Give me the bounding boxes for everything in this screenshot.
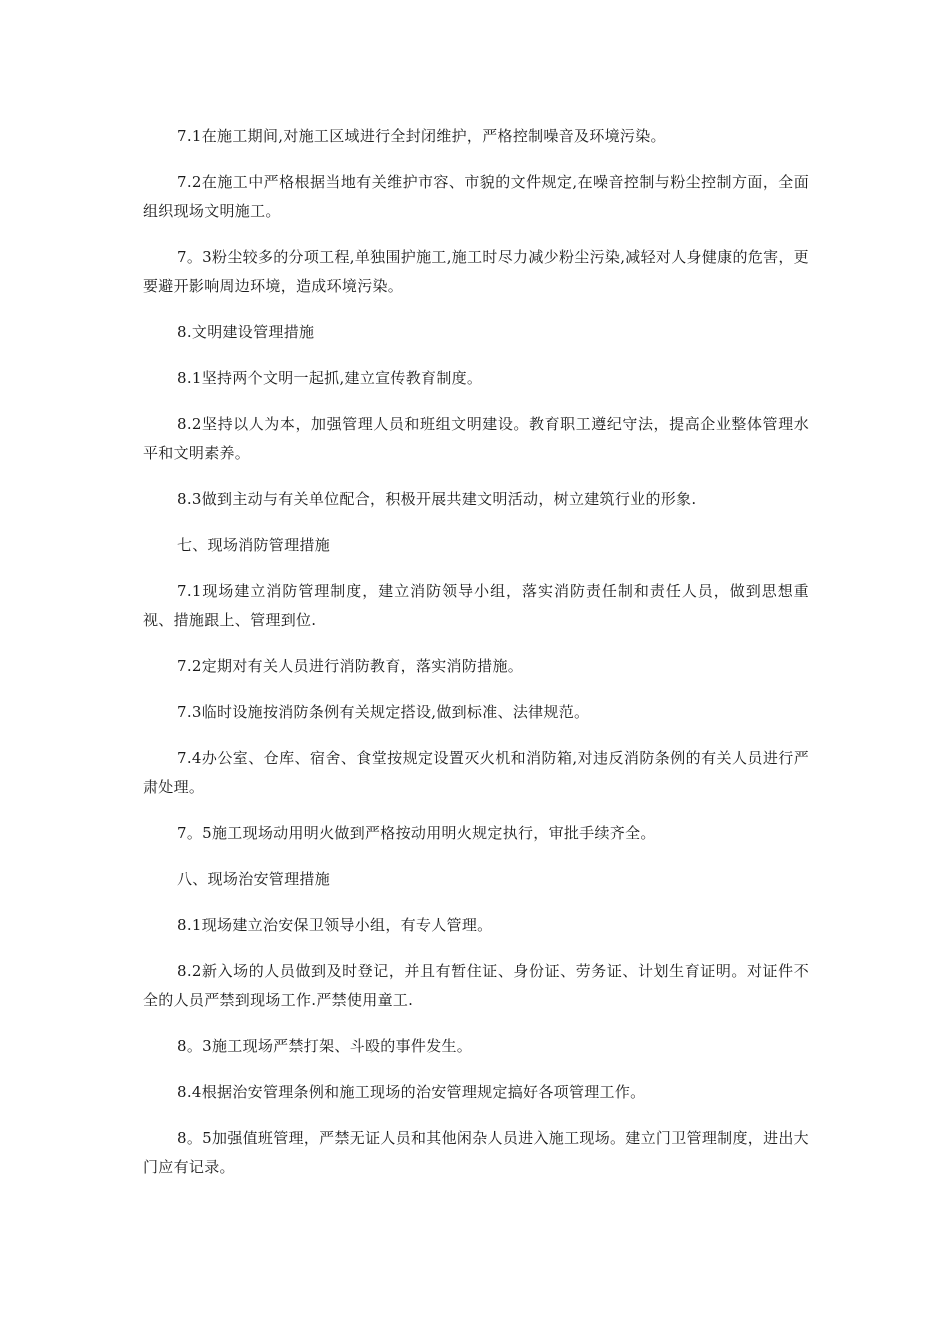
- paragraph-7-3: 7。3粉尘较多的分项工程,单独围护施工,施工时尽力减少粉尘污染,减轻对人身健康的危害，更要避开影响周边环境，造成环境污染。: [143, 248, 809, 295]
- document-body: [143, 122, 809, 1199]
- section-heading-8: 8.文明建设管理措施: [177, 323, 315, 341]
- section-heading-security: 八、现场治安管理措施: [177, 870, 331, 888]
- section-heading-fire-safety: 七、现场消防管理措施: [177, 536, 331, 554]
- paragraph-8-2: 8.2坚持以人为本，加强管理人员和班组文明建设。教育职工遵纪守法，提高企业整体管理水平和文明素养。: [143, 415, 809, 462]
- paragraph-security-8-3: 8。3施工现场严禁打架、斗殴的事件发生。: [177, 1037, 473, 1055]
- paragraph-fire-7-4: 7.4办公室、仓库、宿舍、食堂按规定设置灭火机和消防箱,对违反消防条例的有关人员进行严肃处理。: [143, 749, 809, 796]
- paragraph-fire-7-2: 7.2定期对有关人员进行消防教育，落实消防措施。: [177, 657, 524, 675]
- paragraph-fire-7-5: 7。5施工现场动用明火做到严格按动用明火规定执行，审批手续齐全。: [177, 824, 656, 842]
- paragraph-8-3: 8.3做到主动与有关单位配合，积极开展共建文明活动，树立建筑行业的形象.: [177, 490, 697, 508]
- paragraph-security-8-1: 8.1现场建立治安保卫领导小组，有专人管理。: [177, 916, 493, 934]
- paragraph-7-1: 7.1在施工期间,对施工区域进行全封闭维护，严格控制噪音及环境污染。: [177, 127, 666, 145]
- paragraph-security-8-2: 8.2新入场的人员做到及时登记，并且有暂住证、身份证、劳务证、计划生育证明。对证件不全的人员严禁到现场工作.严禁使用童工.: [143, 962, 809, 1009]
- paragraph-security-8-4: 8.4根据治安管理条例和施工现场的治安管理规定搞好各项管理工作。: [177, 1083, 646, 1101]
- paragraph-fire-7-3: 7.3临时设施按消防条例有关规定搭设,做到标准、法律规范。: [177, 703, 590, 721]
- paragraph-security-8-5: 8。5加强值班管理，严禁无证人员和其他闲杂人员进入施工现场。建立门卫管理制度，进出大门应有记录。: [143, 1129, 809, 1176]
- paragraph-7-2: 7.2在施工中严格根据当地有关维护市容、市貌的文件规定,在噪音控制与粉尘控制方面，全面组织现场文明施工。: [143, 173, 809, 220]
- paragraph-8-1: 8.1坚持两个文明一起抓,建立宣传教育制度。: [177, 369, 483, 387]
- paragraph-fire-7-1: 7.1现场建立消防管理制度，建立消防领导小组，落实消防责任制和责任人员，做到思想重视、措施跟上、管理到位.: [143, 582, 809, 629]
